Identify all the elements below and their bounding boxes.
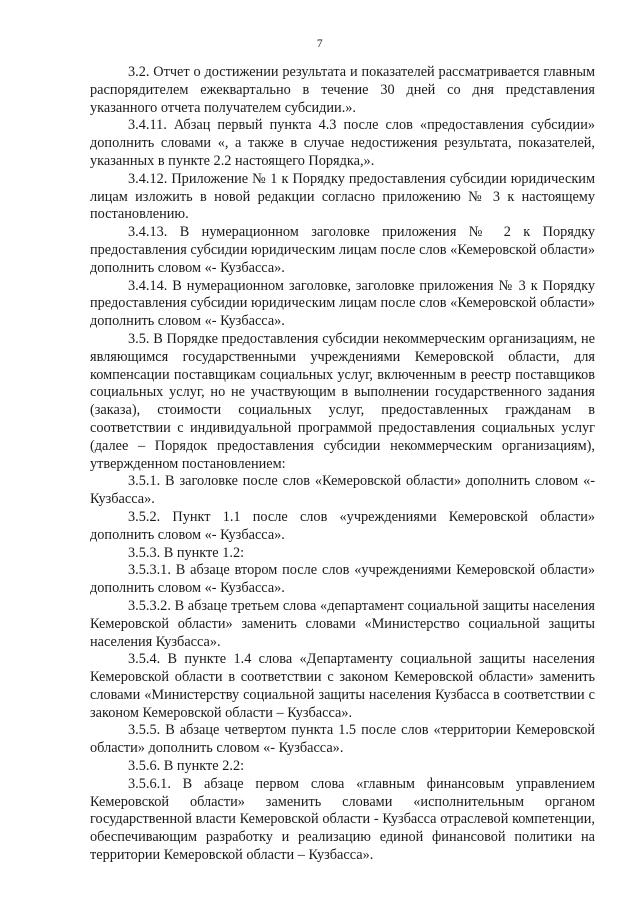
paragraph-3-5-2: 3.5.2. Пункт 1.1 после слов «учреждениями Кемеровской области» дополнить словом «- Кузбасса». — [90, 508, 595, 543]
paragraph-3-4-14: 3.4.14. В нумерационном заголовке, заголовке приложения № 3 к Порядку предоставления субсидии юридическим лицам после слов «Кемеровской области» дополнить словом «- Кузбасса». — [90, 277, 595, 330]
paragraph-3-5-1: 3.5.1. В заголовке после слов «Кемеровской области» дополнить словом «- Кузбасса». — [90, 473, 595, 508]
paragraph-3-5-5: 3.5.5. В абзаце четвертом пункта 1.5 после слов «территории Кемеровской области» дополнить словом «- Кузбасса». — [90, 722, 595, 757]
paragraph-3-4-11: 3.4.11. Абзац первый пункта 4.3 после слов «предоставления субсидии» дополнить словами «, а также в случае недостижения результата, показателей, указанных в пункте 2.2 настоящего Порядка,». — [90, 117, 595, 169]
paragraph-3-5-3-1: 3.5.3.1. В абзаце втором после слов «учреждениями Кемеровской области» дополнить словом «- Кузбасса». — [90, 562, 595, 597]
paragraph-3-5-4: 3.5.4. В пункте 1.4 слова «Департаменту социальной защиты населения Кемеровской области в соответствии с законом Кемеровской области» заменить словами «Министерству социальной защиты населения Кузбасса в соответствии с законом Кемеровской области – Кузбасса». — [90, 651, 595, 721]
document-body — [90, 64, 595, 865]
paragraph-3-4-12: 3.4.12. Приложение № 1 к Порядку предоставления субсидии юридическим лицам изложить в новой редакции согласно приложению № 3 к настоящему постановлению. — [90, 170, 595, 223]
page-number: 7 — [316, 38, 324, 50]
paragraph-3-2: 3.2. Отчет о достижении результата и показателей рассматривается главным распорядителем ежеквартально в течение 30 дней со дня представления указанного отчета получателем субсидии.». — [90, 64, 595, 116]
paragraph-3-5-6-1: 3.5.6.1. В абзаце первом слова «главным финансовым управлением Кемеровской области» заменить словами «исполнительным органом государственной власти Кемеровской области - Кузбасса отраслевой компетенции, обеспечивающим разработку и реализацию единой финансовой политики на территории Кемеровской области – Кузбасса». — [90, 775, 595, 864]
paragraph-3-5: 3.5. В Порядке предоставления субсидии некоммерческим организациям, не являющимся государственными учреждениями Кемеровской области, для компенсации поставщикам социальных услуг, включенным в реестр поставщиков социальных услуг, но не участвующим в выполнении государственного задания (заказа), стоимости социальных услуг, предоставленных гражданам в соответствии с индивидуальной программой предоставления социальных услуг (далее – Порядок предоставления субсидии некоммерческим организациям), утвержденном постановлением: — [90, 330, 595, 472]
paragraph-3-5-3: 3.5.3. В пункте 1.2: — [128, 544, 245, 561]
paragraph-3-5-3-2: 3.5.3.2. В абзаце третьем слова «департамент социальной защиты населения Кемеровской области» заменить словами «Министерство социальной защиты населения Кузбасса». — [90, 597, 595, 650]
paragraph-3-5-6: 3.5.6. В пункте 2.2: — [128, 758, 245, 775]
paragraph-3-4-13: 3.4.13. В нумерационном заголовке приложения № 2 к Порядку предоставления субсидии юридическим лицам после слов «Кемеровской области» дополнить словом «- Кузбасса». — [90, 224, 595, 276]
